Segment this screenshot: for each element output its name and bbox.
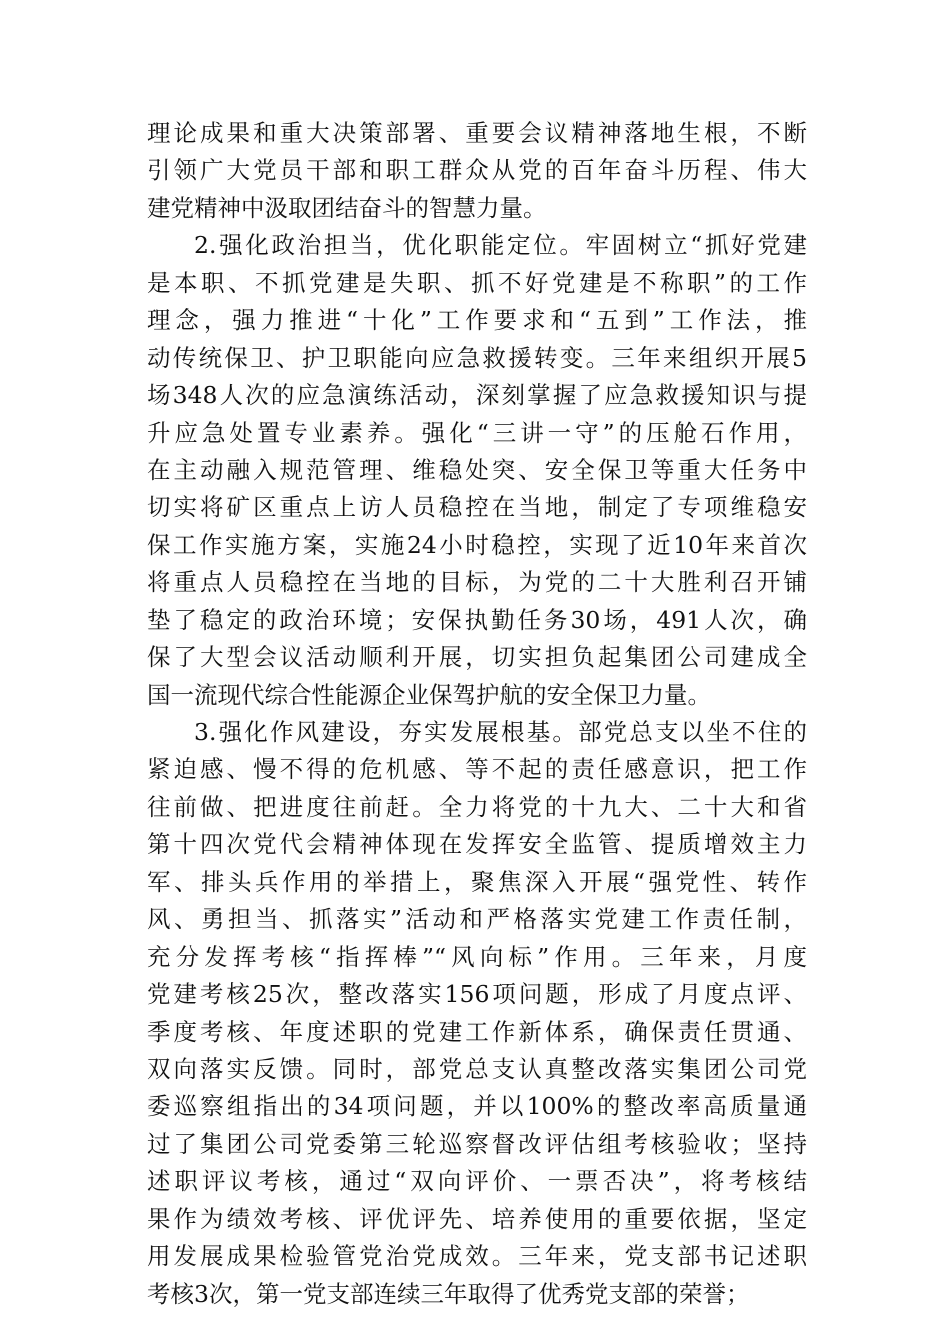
text-line: 双向落实反馈。同时，部党总支认真整改落实集团公司党 [147,1054,807,1083]
text-line: 升应急处置专业素养。强化“三讲一守”的压舱石作用， [147,418,807,447]
document-page [147,115,807,1313]
text-line: 国一流现代综合性能源企业保驾护航的安全保卫力量。 [147,680,711,709]
text-line: 是本职、不抓党建是失职、抓不好党建是不称职”的工作 [147,268,807,297]
text-line: 委巡察组指出的34项问题，并以100%的整改率高质量通 [147,1092,807,1121]
text-line: 保工作实施方案，实施24小时稳控，实现了近10年来首次 [147,530,807,559]
text-line: 保了大型会议活动顺利开展，切实担负起集团公司建成全 [147,643,807,672]
text-line: 军、排头兵作用的举措上，聚焦深入开展“强党性、转作 [147,867,807,896]
text-line: 理念，强力推进“十化”工作要求和“五到”工作法，推 [147,306,807,335]
text-line: 风、勇担当、抓落实”活动和严格落实党建工作责任制， [147,905,807,934]
text-line: 往前做、把进度往前赶。全力将党的十九大、二十大和省 [147,792,807,821]
text-line: 引领广大党员干部和职工群众从党的百年奋斗历程、伟大 [147,156,807,185]
text-line: 考核3次，第一党支部连续三年取得了优秀党支部的荣誉； [147,1279,750,1308]
text-line: 3.强化作风建设，夯实发展根基。部党总支以坐不住的 [194,718,807,746]
text-line: 用发展成果检验管党治党成效。三年来，党支部书记述职 [147,1242,807,1271]
text-line: 切实将矿区重点上访人员稳控在当地，制定了专项维稳安 [147,493,807,522]
text-line: 在主动融入规范管理、维稳处突、安全保卫等重大任务中 [147,455,807,484]
text-line: 党建考核25次，整改落实156项问题，形成了月度点评、 [147,980,807,1009]
text-line: 过了集团公司党委第三轮巡察督改评估组考核验收；坚持 [147,1129,807,1158]
text-line: 第十四次党代会精神体现在发挥安全监管、提质增效主力 [147,830,807,859]
text-line: 将重点人员稳控在当地的目标，为党的二十大胜利召开铺 [147,568,807,597]
text-line: 理论成果和重大决策部署、重要会议精神落地生根，不断 [147,119,807,147]
text-line: 场348人次的应急演练活动，深刻掌握了应急救援知识与提 [147,381,807,410]
text-line: 动传统保卫、护卫职能向应急救援转变。三年来组织开展5 [147,343,807,372]
text-line: 充分发挥考核“指挥棒”“风向标”作用。三年来，月度 [147,942,807,971]
text-line: 果作为绩效考核、评优评先、培养使用的重要依据，坚定 [147,1204,807,1233]
text-line: 建党精神中汲取团结奋斗的智慧力量。 [147,193,547,222]
text-line: 2.强化政治担当，优化职能定位。牢固树立“抓好党建 [194,231,807,260]
text-line: 季度考核、年度述职的党建工作新体系，确保责任贯通、 [147,1017,807,1046]
text-line: 述职评议考核，通过“双向评价、一票否决”，将考核结 [147,1167,807,1196]
text-line: 紧迫感、慢不得的危机感、等不起的责任感意识，把工作 [147,755,807,784]
text-line: 垫了稳定的政治环境；安保执勤任务30场，491人次，确 [147,605,807,634]
